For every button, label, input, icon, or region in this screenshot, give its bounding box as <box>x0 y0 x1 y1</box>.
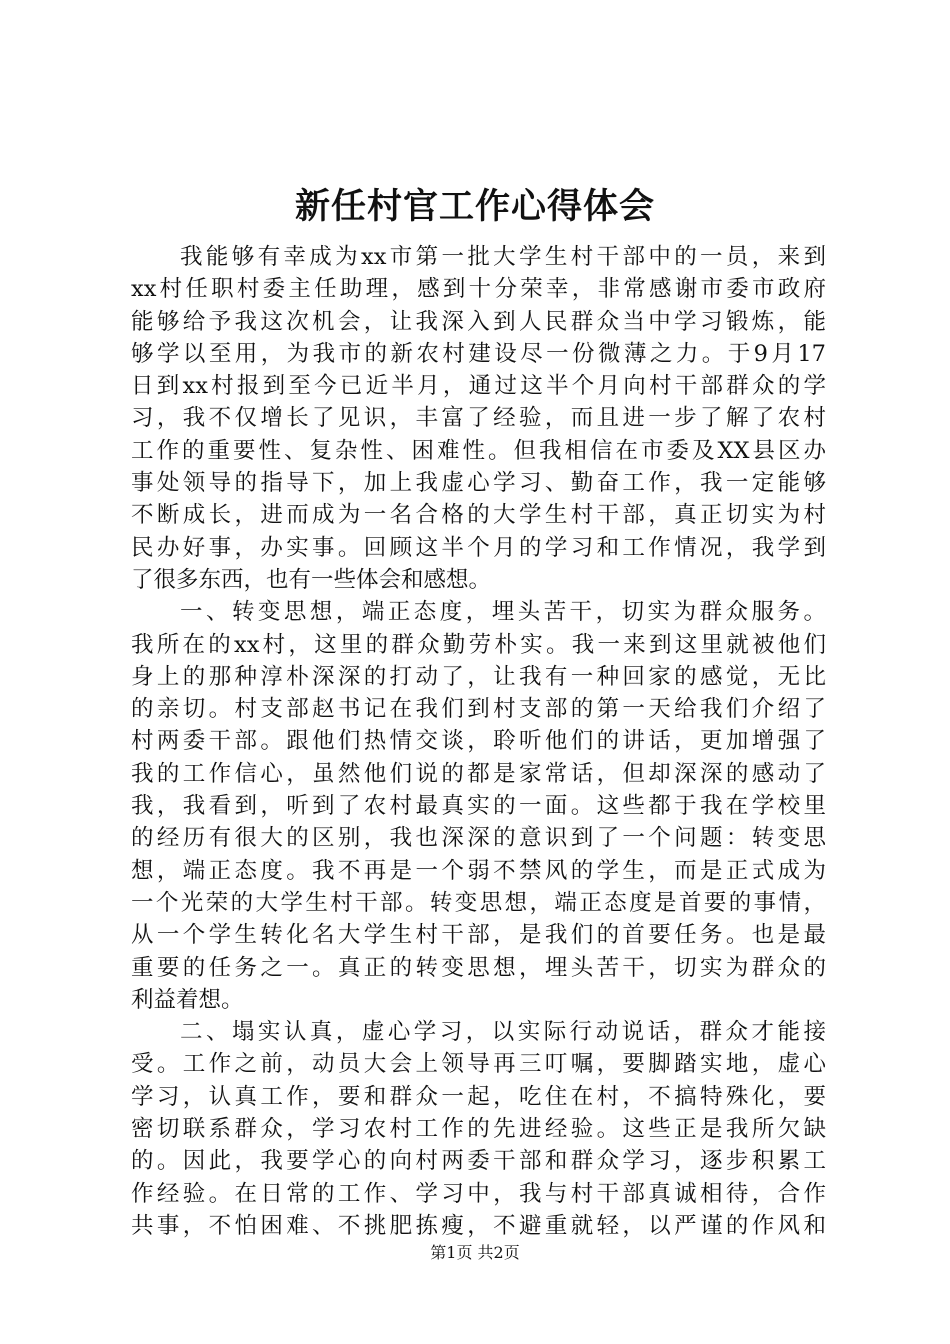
text-line: 的。因此，我要学心的向村两委干部和群众学习，逐步积累工 <box>131 1148 826 1175</box>
text-line: 一个光荣的大学生村干部。转变思想，端正态度是首要的事情， <box>131 889 826 916</box>
text-line: 的亲切。村支部赵书记在我们到村支部的第一天给我们介绍了 <box>131 696 826 723</box>
text-line: 村两委干部。跟他们热情交谈，聆听他们的讲话，更加增强了 <box>131 728 826 755</box>
document-title: 新任村官工作心得体会 <box>294 186 655 227</box>
page-footer: 第1页 共2页 <box>430 1243 520 1262</box>
text-line: 的经历有很大的区别，我也深深的意识到了一个问题：转变思 <box>131 825 826 852</box>
text-line: 日到xx村报到至今已近半月，通过这半个月向村干部群众的学 <box>131 373 826 400</box>
text-line: 能够给予我这次机会，让我深入到人民群众当中学习锻炼，能 <box>131 308 826 335</box>
text-line: 从一个学生转化名大学生村干部，是我们的首要任务。也是最 <box>131 922 826 949</box>
text-line: 共事，不怕困难、不挑肥拣瘦，不避重就轻，以严谨的作风和 <box>131 1212 826 1239</box>
text-line: 受。工作之前，动员大会上领导再三叮嘱，要脚踏实地，虚心 <box>131 1051 826 1078</box>
text-line: 重要的任务之一。真正的转变思想，埋头苦干，切实为群众的 <box>131 954 826 981</box>
text-line: 习，我不仅增长了见识，丰富了经验，而且进一步了解了农村 <box>131 405 826 432</box>
text-line: xx村任职村委主任助理，感到十分荣幸，非常感谢市委市政府 <box>131 276 826 303</box>
document-body <box>131 241 826 1242</box>
text-line: 密切联系群众，学习农村工作的先进经验。这些正是我所欠缺 <box>131 1116 826 1143</box>
text-line: 二、塌实认真，虚心学习，以实际行动说话，群众才能接 <box>180 1019 826 1046</box>
text-line: 利益着想。 <box>131 986 244 1013</box>
text-line: 我所在的xx村，这里的群众勤劳朴实。我一来到这里就被他们 <box>131 631 826 658</box>
text-line: 了很多东西，也有一些体会和感想。 <box>131 566 492 593</box>
text-line: 工作的重要性、复杂性、困难性。但我相信在市委及XX县区办 <box>131 437 826 464</box>
text-line: 不断成长，进而成为一名合格的大学生村干部，真正切实为村 <box>131 502 826 529</box>
text-line: 我能够有幸成为xx市第一批大学生村干部中的一员，来到 <box>180 244 826 270</box>
text-line: 身上的那种淳朴深深的打动了，让我有一种回家的感觉，无比 <box>131 663 826 690</box>
text-line: 够学以至用，为我市的新农村建设尽一份微薄之力。于9月17 <box>131 340 826 367</box>
text-line: 作经验。在日常的工作、学习中，我与村干部真诚相待，合作 <box>131 1180 826 1207</box>
text-line: 事处领导的指导下，加上我虚心学习、勤奋工作，我一定能够 <box>131 470 826 497</box>
text-line: 想，端正态度。我不再是一个弱不禁风的学生，而是正式成为 <box>131 857 826 884</box>
text-line: 我的工作信心，虽然他们说的都是家常话，但却深深的感动了 <box>131 760 826 787</box>
text-line: 学习，认真工作，要和群众一起，吃住在村，不搞特殊化，要 <box>131 1083 826 1110</box>
text-line: 一、转变思想，端正态度，埋头苦干，切实为群众服务。 <box>180 599 826 626</box>
text-line: 民办好事，办实事。回顾这半个月的学习和工作情况，我学到 <box>131 534 826 561</box>
text-line: 我，我看到，听到了农村最真实的一面。这些都于我在学校里 <box>131 793 826 820</box>
